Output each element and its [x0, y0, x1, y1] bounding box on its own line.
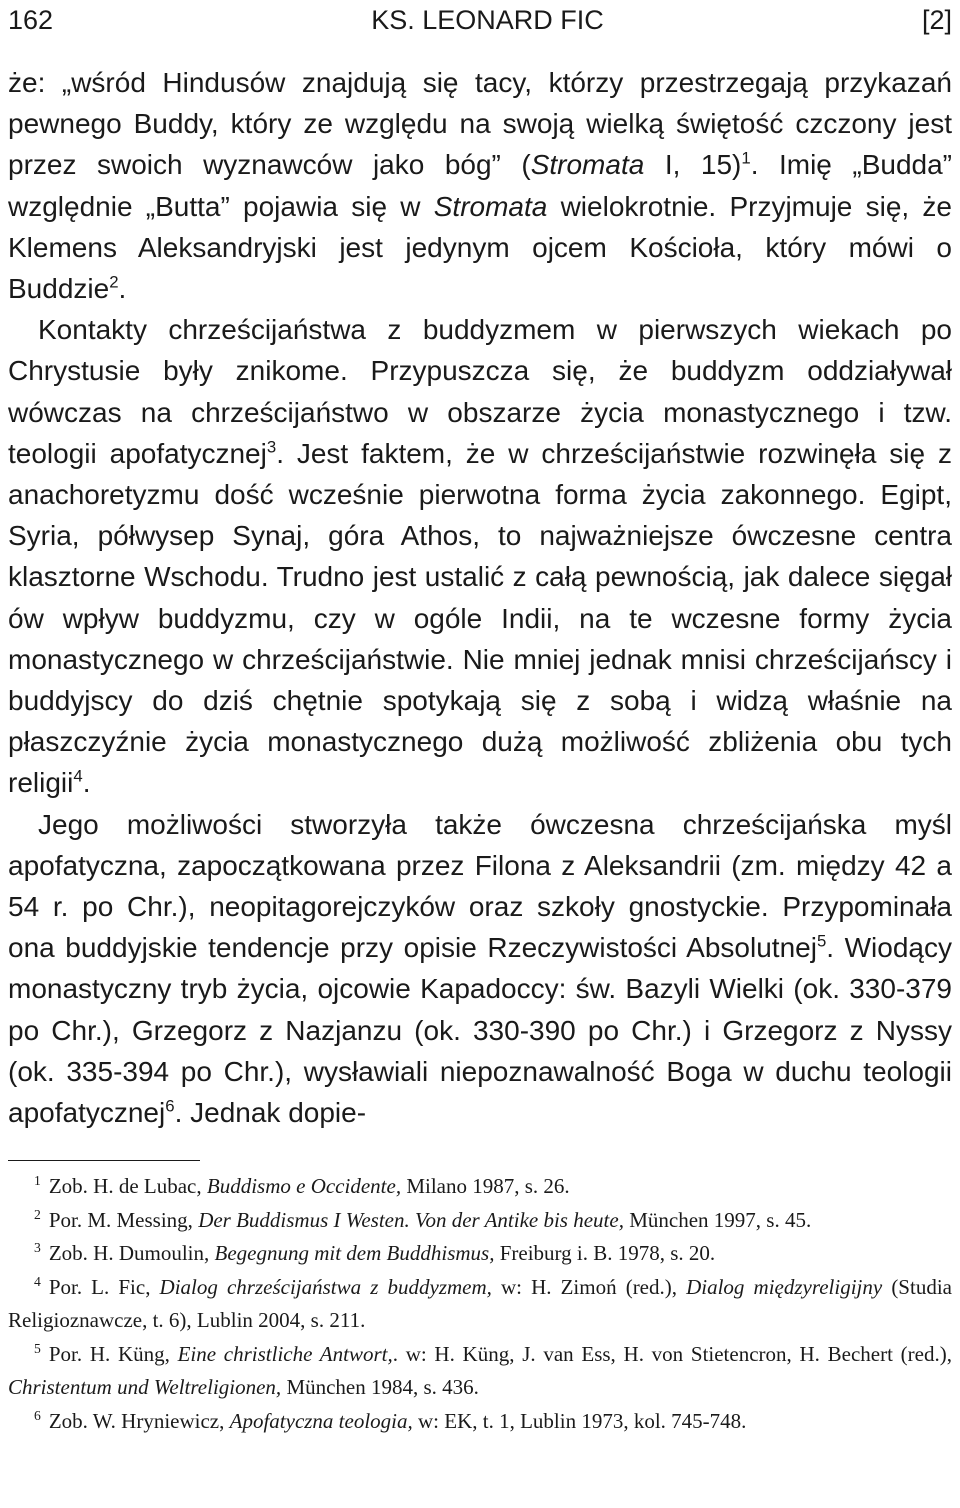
text-run: . [118, 273, 127, 305]
italic-text: Begegnung mit dem Buddhismus, [214, 1241, 495, 1265]
italic-text: Christentum und Weltreligionen, [8, 1375, 282, 1399]
page-number: 162 [8, 4, 54, 35]
footnote-2 [8, 1204, 952, 1238]
footnote-number: 1 [34, 1173, 41, 1188]
footnote-6 [8, 1405, 952, 1439]
paragraph-1 [8, 62, 952, 309]
paragraph-2 [8, 309, 952, 803]
footnote-ref: 2 [109, 272, 119, 292]
footnote-number: 6 [34, 1407, 41, 1423]
text-run: . Jednak dopie- [174, 1097, 367, 1129]
section-mark: [2] [921, 4, 952, 35]
footnote-number: 4 [34, 1273, 41, 1289]
text-run: w: H. Zimoń (red.), [491, 1274, 687, 1299]
italic-text: Stromata [433, 190, 548, 222]
running-title: KS. LEONARD FIC [371, 4, 604, 35]
text-run: . w: H. Küng, J. van Ess, H. von Stietencron, H. Bechert (red.), [392, 1341, 952, 1366]
text-run: Zob. H. Dumoulin, [48, 1241, 215, 1265]
text-run: Por. H. Küng, [48, 1341, 178, 1366]
main-text [8, 62, 952, 1133]
footnote-ref: 3 [266, 437, 277, 457]
text-run: . Wiodący monastyczny tryb życia, ojcowie Kapadoccy: św. Bazyli Wielki (ok. 330-379 po Chr.), Grzegorz z Nazjanzu (ok. 330-390 po Chr.) i Grzegorz z Nyssy (ok. 335-394 po Chr.), wysławiali niepoznawalność Boga w duchu teologii apofatycznej [8, 932, 952, 1129]
italic-text: Stromata [530, 149, 645, 181]
italic-text: Buddismo e Occidente, [206, 1174, 402, 1198]
text-run: . Imię „Budda” względnie „Butta” pojawia się w [8, 149, 953, 222]
text-run: (Studia Religioznawcze, t. 6), Lublin 2004, s. 211. [8, 1274, 952, 1332]
footnote-ref: 4 [73, 767, 83, 787]
footnote-1 [8, 1170, 952, 1204]
footnote-ref: 1 [741, 149, 751, 169]
footnote-number: 2 [34, 1206, 41, 1222]
text-run: Milano 1987, s. 26. [401, 1174, 570, 1198]
paragraph-3 [8, 804, 952, 1134]
text-run: Por. M. Messing, [48, 1207, 199, 1232]
text-run: w: EK, t. 1, Lublin 1973, kol. 745-748. [412, 1408, 747, 1433]
footnote-number: 3 [34, 1240, 41, 1255]
footnote-4 [8, 1271, 952, 1338]
text-run: Kontakty chrześcijaństwa z buddyzmem w pierwszych wiekach po Chrystusie były znikome. Przypuszcza się, że buddyzm oddziaływał wówczas na chrześcijaństwo w obszarze życia monastycznego i tzw. teologii apofatycznej [8, 314, 952, 469]
text-run: Zob. W. Hryniewicz, [48, 1408, 230, 1433]
text-run: Jego możliwości stworzyła także ówczesna chrześcijańska myśl apofatyczna, zapoczątkowana przez Filona z Aleksandrii (zm. między 42 a 54 r. po Chr.), neopitagorejczyków oraz szkoły gnostyckie. Przypominała ona buddyjskie tendencje przy opisie Rzeczywistości Absolutnej [8, 808, 952, 964]
italic-text: Der Buddismus I Westen. Von der Antike bis heute, [198, 1207, 624, 1232]
footnote-3 [8, 1237, 952, 1271]
italic-text: Eine christliche Antwort, [177, 1341, 393, 1366]
text-run: wielokrotnie. Przyjmuje się, że Klemens Aleksandryjski jest jedynym ojcem Kościoła, który mówi o Buddzie [8, 190, 952, 305]
italic-text: Dialog międzyreligijny [686, 1274, 883, 1299]
footnote-5 [8, 1338, 952, 1405]
italic-text: Dialog chrześcijaństwa z buddyzmem, [159, 1274, 492, 1299]
text-run: Freiburg i. B. 1978, s. 20. [494, 1241, 716, 1265]
text-run: Zob. H. de Lubac, [48, 1174, 207, 1198]
footnote-separator [8, 1160, 200, 1161]
text-run: . [82, 767, 91, 799]
text-run: że: „wśród Hindusów znajdują się tacy, którzy przestrzegają przykazań pewnego Buddy, który ze względu na swoją wielką świętość czczony jest przez swoich wyznawców jako bóg” ( [8, 67, 952, 181]
text-run: I, 15) [644, 149, 742, 181]
footnote-ref: 6 [165, 1096, 175, 1116]
footnote-ref: 5 [816, 931, 827, 951]
page-header [8, 2, 952, 38]
text-run: München 1997, s. 45. [623, 1207, 812, 1232]
text-run: München 1984, s. 436. [281, 1375, 479, 1399]
footnote-number: 5 [34, 1340, 41, 1356]
text-run: Por. L. Fic, [48, 1274, 160, 1299]
text-run: . Jest faktem, że w chrześcijaństwie rozwinęła się z anachoretyzmu dość wcześnie pierwotna forma życia zakonnego. Egipt, Syria, półwysep Synaj, góra Athos, to najważniejsze ówczesne centra klasztorne Wschodu. Trudno jest ustalić z całą pewnością, jak dalece sięgał ów wpływ buddyzmu, czy w ogóle Indii, na te wczesne formy życia monastycznego w chrześcijaństwie. Nie mniej jednak mnisi chrześcijańscy i buddyjscy do dziś chętnie spotykają się z sobą i widzą właśnie na płaszczyźnie życia monastycznego dużą możliwość zbliżenia obu tych religii [8, 437, 952, 799]
footnotes [8, 1170, 952, 1438]
italic-text: Apofatyczna teologia, [229, 1408, 413, 1433]
